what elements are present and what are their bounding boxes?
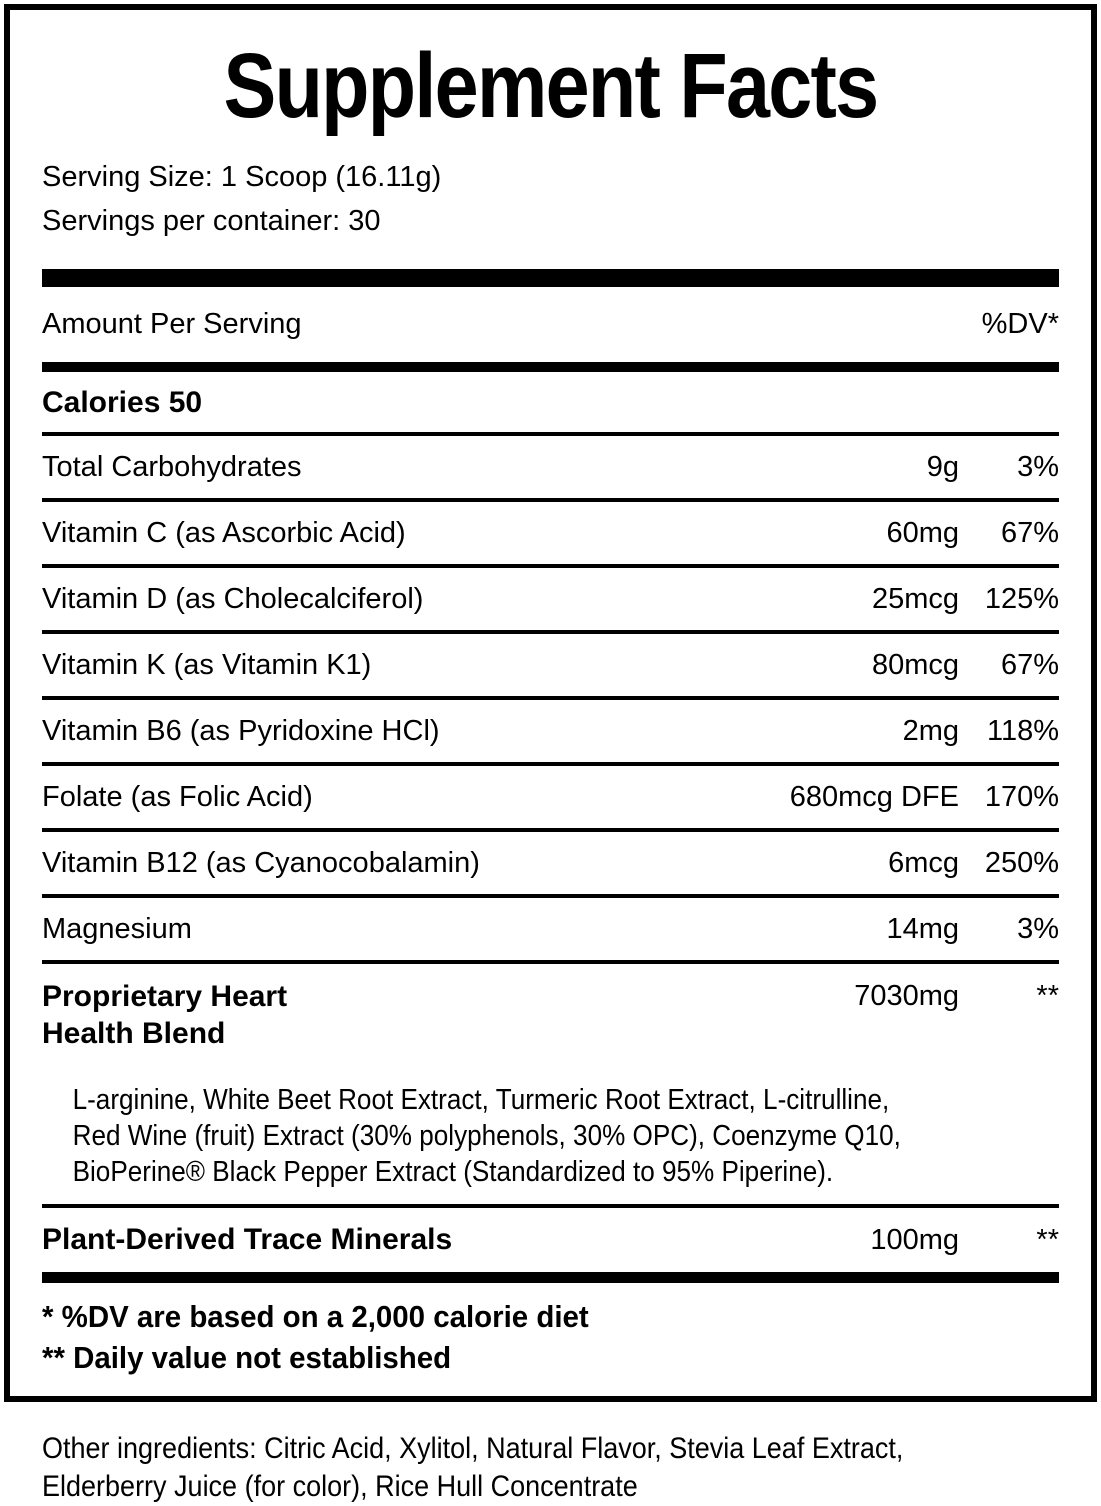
- nutrient-amount: 60mg: [886, 517, 959, 549]
- nutrient-name: Vitamin D (as Cholecalciferol): [42, 583, 424, 615]
- nutrient-name: Folate (as Folic Acid): [42, 781, 313, 813]
- nutrient-name: Magnesium: [42, 913, 192, 945]
- proprietary-blend-name: [42, 978, 854, 1052]
- nutrient-name: Vitamin B6 (as Pyridoxine HCl): [42, 715, 440, 747]
- divider-thick-top: [42, 269, 1059, 287]
- nutrient-row-vitamin-b6: [42, 696, 1059, 762]
- nutrient-dv: 125%: [984, 583, 1059, 615]
- divider-medium-1: [42, 362, 1059, 372]
- proprietary-blend-dv: **: [1036, 980, 1059, 1012]
- trace-minerals-amount: 100mg: [870, 1224, 959, 1256]
- proprietary-blend-name-line1: Proprietary Heart: [42, 980, 288, 1013]
- percent-dv-label: %DV*: [981, 308, 1059, 340]
- nutrient-row-total-carbohydrates: [42, 432, 1059, 498]
- footnotes: [42, 1296, 1008, 1378]
- servings-per-container: Servings per container: 30: [42, 205, 381, 237]
- supplement-facts-panel: [4, 4, 1097, 1402]
- trace-minerals-row: [42, 1204, 1059, 1272]
- nutrient-amount: 14mg: [886, 913, 959, 945]
- nutrient-name: Total Carbohydrates: [42, 451, 302, 483]
- blend-description-line: L-arginine, White Beet Root Extract, Turmeric Root Extract, L-citrulline,: [72, 1084, 890, 1116]
- other-ingredients-line: Other ingredients: Citric Acid, Xylitol, Natural Flavor, Stevia Leaf Extract,: [42, 1432, 904, 1465]
- nutrient-dv: 118%: [986, 715, 1059, 747]
- nutrient-row-vitamin-c: [42, 498, 1059, 564]
- calories-row: Calories 50: [42, 386, 203, 419]
- nutrient-amount: 2mg: [902, 715, 959, 747]
- nutrient-row-vitamin-b12: [42, 828, 1059, 894]
- column-header-row: [42, 287, 1059, 362]
- divider-medium-2: [42, 1272, 1059, 1283]
- nutrient-dv: 67%: [1000, 649, 1059, 681]
- footnote-dv-not-established: ** Daily value not established: [42, 1340, 452, 1375]
- other-ingredients-line: Elderberry Juice (for color), Rice Hull Concentrate: [42, 1470, 638, 1503]
- proprietary-blend-amount: 7030mg: [854, 980, 959, 1012]
- nutrient-amount: 25mcg: [871, 583, 959, 615]
- nutrient-row-vitamin-d: [42, 564, 1059, 630]
- nutrient-dv: 170%: [984, 781, 1059, 813]
- nutrient-dv: 250%: [984, 847, 1059, 879]
- footnote-dv-basis: * %DV are based on a 2,000 calorie diet: [42, 1299, 589, 1334]
- nutrient-amount: 6mcg: [888, 847, 959, 879]
- proprietary-blend-description: [42, 1082, 957, 1190]
- nutrient-row-vitamin-k: [42, 630, 1059, 696]
- nutrient-row-magnesium: [42, 894, 1059, 960]
- trace-minerals-name: Plant-Derived Trace Minerals: [42, 1223, 453, 1256]
- blend-description-line: BioPerine® Black Pepper Extract (Standardized to 95% Piperine).: [72, 1156, 834, 1188]
- nutrient-amount: 680mcg DFE: [789, 781, 959, 813]
- nutrient-dv: 67%: [1000, 517, 1059, 549]
- nutrient-dv: 3%: [1017, 451, 1059, 483]
- panel-title: Supplement Facts: [223, 35, 878, 137]
- amount-per-serving-label: Amount Per Serving: [42, 308, 302, 340]
- serving-info: [42, 155, 1059, 243]
- nutrient-name: Vitamin B12 (as Cyanocobalamin): [42, 847, 480, 879]
- blend-description-line: Red Wine (fruit) Extract (30% polyphenols, 30% OPC), Coenzyme Q10,: [72, 1120, 901, 1152]
- proprietary-blend-name-line2: Health Blend: [42, 1017, 226, 1050]
- trace-minerals-dv: **: [1036, 1224, 1059, 1256]
- nutrient-row-folate: [42, 762, 1059, 828]
- serving-size: Serving Size: 1 Scoop (16.11g): [42, 161, 442, 193]
- nutrient-amount: 9g: [926, 451, 959, 483]
- nutrient-name: Vitamin K (as Vitamin K1): [42, 649, 372, 681]
- nutrient-amount: 80mcg: [871, 649, 959, 681]
- nutrient-name: Vitamin C (as Ascorbic Acid): [42, 517, 406, 549]
- nutrient-dv: 3%: [1017, 913, 1059, 945]
- proprietary-blend-row: [42, 960, 1059, 1052]
- other-ingredients: [42, 1430, 903, 1506]
